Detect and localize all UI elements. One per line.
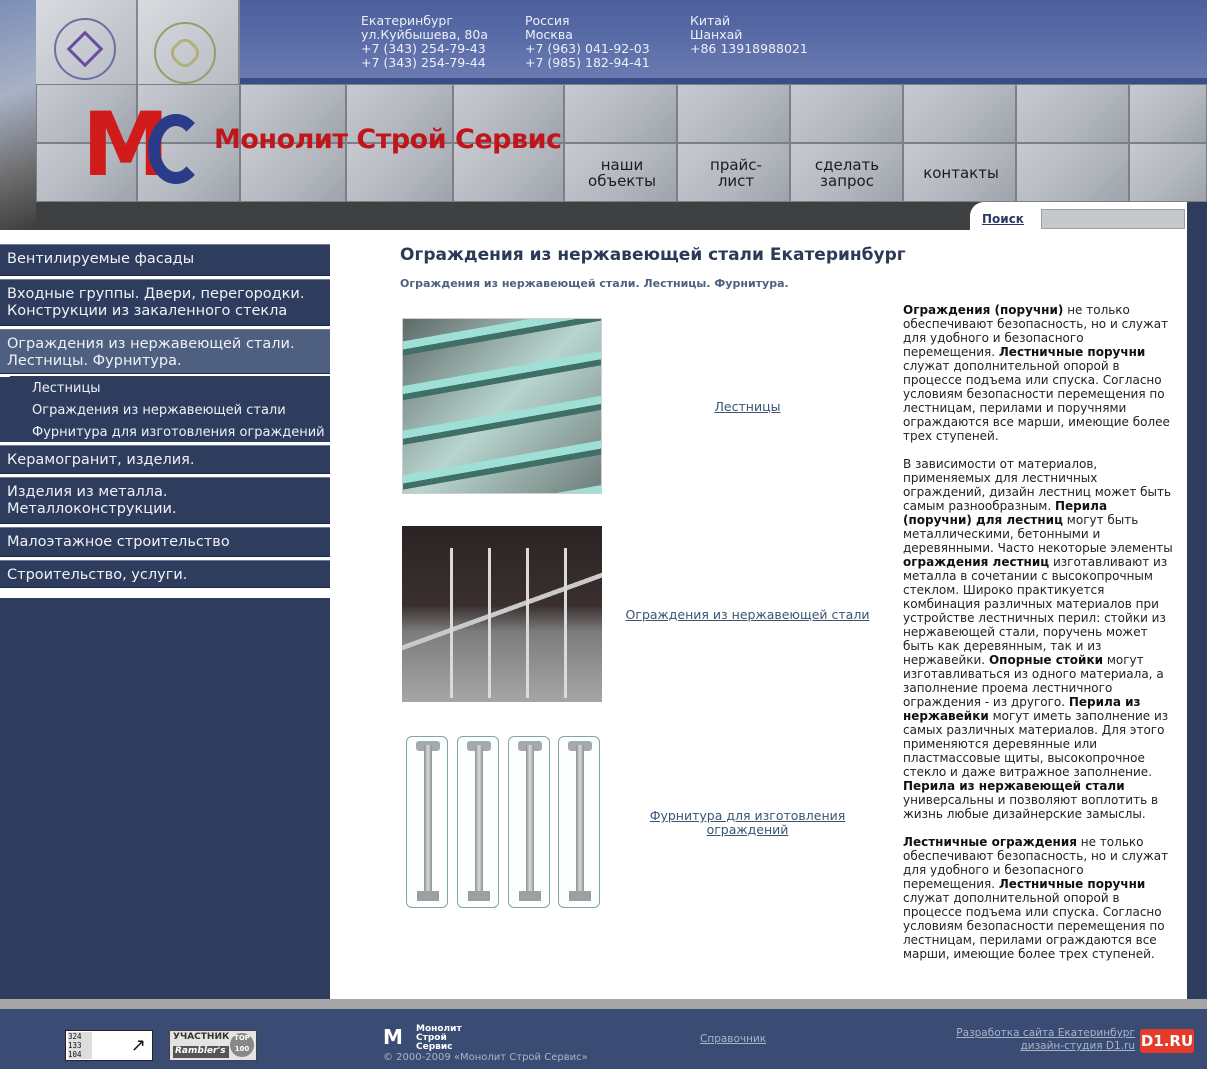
d1-studio-logo[interactable]: D1.RU — [1140, 1029, 1194, 1053]
bold-term: Лестничные поручни — [998, 345, 1146, 359]
footer-divider — [0, 999, 1207, 1009]
contact-phone: +7 (343) 254-79-44 — [361, 55, 486, 70]
railing-post-item — [558, 736, 600, 908]
logo-letter-c-icon — [148, 114, 204, 184]
sidebar-item-steel-railings[interactable] — [0, 329, 330, 374]
sidebar-item-metal-products[interactable] — [0, 477, 330, 524]
rambler-name: Rambler's — [173, 1046, 229, 1058]
bold-term: Лестничные ограждения — [903, 835, 1077, 849]
rambler-top100-badge[interactable] — [169, 1030, 257, 1061]
sidebar-top-spacer — [0, 230, 330, 244]
contact-phone: +7 (985) 182-94-41 — [525, 55, 650, 70]
search-area — [970, 202, 1207, 230]
site-footer — [0, 1009, 1207, 1069]
company-logo[interactable] — [82, 93, 192, 196]
liveinternet-counter[interactable] — [65, 1030, 153, 1061]
footer-name-line: Сервис — [416, 1042, 453, 1052]
text: не только обеспечивают безопасность, но и служат для удобного и безопасного перемещения. — [903, 835, 1169, 891]
text: В зависимости от материалов, применяемых для лестничных ограждений, дизайн лестниц может быть самым разнообразным. — [903, 457, 1172, 513]
reference-link[interactable]: Справочник — [700, 1033, 767, 1045]
nav-label: лист — [717, 172, 755, 190]
site-header — [0, 0, 1207, 230]
wall-tile — [677, 84, 790, 143]
text: служат дополнительной опорой в процессе подъема или спуска. Согласно условиям безопасности перемещения по лестницам, перилами и поручнями ограждаются все марши, имеющие более трех ступеней. — [903, 359, 1170, 443]
railing-post-item — [406, 736, 448, 908]
contact-phone: +7 (343) 254-79-43 — [361, 41, 486, 56]
sidebar-item-low-rise[interactable] — [0, 527, 330, 557]
contacts-shanghai — [690, 14, 808, 56]
footer-name-line: Строй — [416, 1033, 447, 1043]
copyright: © 2000-2009 «Монолит Строй Сервис» — [383, 1052, 588, 1063]
railing-post — [488, 548, 491, 698]
text: изготавливают из металла в сочетании с высокопрочным стеклом. Широко практикуется комбинация различных материалов при устройстве лестничных перил: стойки из нержавеющей стали, поручень может быть как деревянным, так и из нержавейки. — [903, 555, 1168, 667]
menu-separator — [0, 588, 330, 598]
counter-line: 133 — [68, 1041, 82, 1050]
contacts-ekaterinburg — [361, 14, 488, 70]
submenu-item-railings[interactable]: Ограждения из нержавеющей стали — [32, 403, 286, 418]
page-title: Ограждения из нержавеющей стали Екатеринбург — [400, 245, 906, 265]
sidebar-item-entrance-groups[interactable] — [0, 279, 330, 326]
contact-line: ул.Куйбышева, 80а — [361, 27, 489, 42]
wall-tile — [1016, 143, 1129, 202]
sidebar-item-ventilated-facades[interactable] — [0, 244, 330, 276]
counter-line: 104 — [68, 1050, 82, 1059]
developer-line: дизайн-студия D1.ru — [1020, 1040, 1135, 1052]
steel-railing-image[interactable] — [402, 526, 602, 702]
article-paragraph — [903, 303, 1177, 443]
text: универсальны и позволяют воплотить в жизнь любые дизайнерские замыслы. — [903, 793, 1159, 821]
product-link-fittings[interactable]: Фурнитура для изготовления ограждений — [649, 808, 846, 837]
contact-line: Москва — [525, 27, 573, 42]
bold-term: Перила (поручни) для лестниц — [903, 499, 1108, 527]
search-button[interactable]: Поиск — [982, 212, 1024, 226]
nav-label: запрос — [820, 172, 874, 190]
sidebar-item-construction-services[interactable] — [0, 560, 330, 588]
footer-company-name — [416, 1025, 462, 1052]
wall-tile — [1016, 84, 1129, 143]
sidebar-item-label: Керамогранит, изделия. — [7, 452, 195, 468]
nav-label: контакты — [923, 164, 999, 182]
wall-tile — [903, 84, 1016, 143]
product-link-railings[interactable]: Ограждения из нержавеющей стали — [625, 607, 870, 622]
contact-phone: +86 13918988021 — [690, 41, 808, 56]
bold-term: Лестничные поручни — [998, 877, 1146, 891]
wall-tile — [1129, 143, 1207, 202]
product-link-stairs[interactable]: Лестницы — [714, 399, 781, 414]
text: могут быть металлическими, бетонными и деревянными. Часто некоторые элементы — [903, 513, 1173, 555]
top100-icon: TOP 100 — [230, 1033, 254, 1057]
railing-post — [526, 548, 529, 698]
article-paragraph — [903, 457, 1177, 821]
main-content — [330, 230, 1187, 999]
article-text — [903, 303, 1177, 975]
search-input[interactable] — [1041, 209, 1185, 229]
contact-line: Китай — [690, 13, 731, 28]
sidebar-item-label: Изделия из металла. Металлоконструкции. — [7, 484, 177, 517]
builders-union-seal-icon — [54, 18, 116, 80]
sidebar-item-label: Входные группы. Двери, перегородки. Конструкции из закаленного стекла — [7, 286, 305, 319]
rambler-label: УЧАСТНИК — [173, 1032, 230, 1042]
submenu-item-stairs[interactable]: Лестницы — [32, 381, 101, 396]
wall-tile — [564, 84, 677, 143]
sidebar-item-label: Строительство, услуги. — [7, 567, 188, 583]
construction-industry-seal-icon — [154, 22, 216, 84]
contact-line: Екатеринбург — [361, 13, 453, 28]
bold-term: Перила из нержавеющей стали — [903, 779, 1125, 793]
contact-line: Шанхай — [690, 27, 743, 42]
glass-stairs-image[interactable] — [402, 318, 602, 494]
bold-term: Опорные стойки — [988, 653, 1104, 667]
page-subtitle: Ограждения из нержавеющей стали. Лестницы. Фурнитура. — [400, 277, 789, 290]
developer-line: Разработка сайта Екатеринбург — [956, 1027, 1135, 1039]
contact-phone: +7 (963) 041-92-03 — [525, 41, 650, 56]
nav-label: объекты — [588, 172, 656, 190]
submenu — [10, 376, 350, 442]
submenu-item-fittings[interactable]: Фурнитура для изготовления ограждений — [32, 425, 325, 440]
railing-post — [564, 548, 567, 698]
text: могут изготавливаться из одного материала, а заполнение проема лестничного ограждения - из другого. — [903, 653, 1164, 709]
search-edge — [1187, 202, 1207, 230]
article-paragraph — [903, 835, 1177, 961]
text: служат дополнительной опорой в процессе подъема или спуска. Согласно условиям безопасности перемещения по лестницам, перилами ограждаются все марши, имеющие более трех ступеней. — [903, 891, 1165, 961]
sidebar-item-label: Ограждения из нержавеющей стали. Лестницы. Фурнитура. — [7, 336, 295, 369]
sidebar-item-porcelain[interactable] — [0, 445, 330, 474]
text: не только обеспечивают безопасность, но и служат для удобного и безопасного перемещения. — [903, 303, 1169, 359]
wall-tile — [790, 84, 903, 143]
counter-numbers — [68, 1032, 92, 1059]
header-left-decor — [0, 0, 36, 230]
contact-line: Россия — [525, 13, 570, 28]
bold-term: Ограждения (поручни) — [903, 303, 1064, 317]
nav-label: прайс- — [710, 156, 762, 174]
sidebar — [0, 230, 330, 999]
railing-post-item — [508, 736, 550, 908]
bold-term: ограждения лестниц — [903, 555, 1050, 569]
nav-label: сделать — [814, 156, 880, 174]
railing-post — [450, 548, 453, 698]
sidebar-item-label: Малоэтажное строительство — [7, 534, 230, 550]
company-name[interactable]: Монолит Строй Сервис — [214, 124, 562, 155]
footer-name-line: Монолит — [416, 1024, 462, 1034]
nav-label: наши — [600, 156, 644, 174]
railing-post-item — [457, 736, 499, 908]
sidebar-item-label: Вентилируемые фасады — [7, 251, 195, 267]
logo-letter-m: M — [82, 93, 164, 196]
developer-link[interactable] — [956, 1027, 1135, 1053]
text: могут иметь заполнение из самых различных материалов. Для этого применяются деревянные или пластмассовые щиты, высокопрочное стекло и даже витражное заполнение. — [903, 709, 1169, 779]
arrow-icon: ↗ — [130, 1035, 146, 1056]
right-edge-decor — [1187, 230, 1207, 999]
contacts-moscow — [525, 14, 650, 70]
counter-line: 324 — [68, 1032, 82, 1041]
wall-tile — [1129, 84, 1207, 143]
bold-term: Перила из нержавейки — [903, 695, 1141, 723]
railing-posts-image[interactable] — [402, 736, 602, 912]
footer-logo[interactable]: M — [383, 1025, 400, 1049]
